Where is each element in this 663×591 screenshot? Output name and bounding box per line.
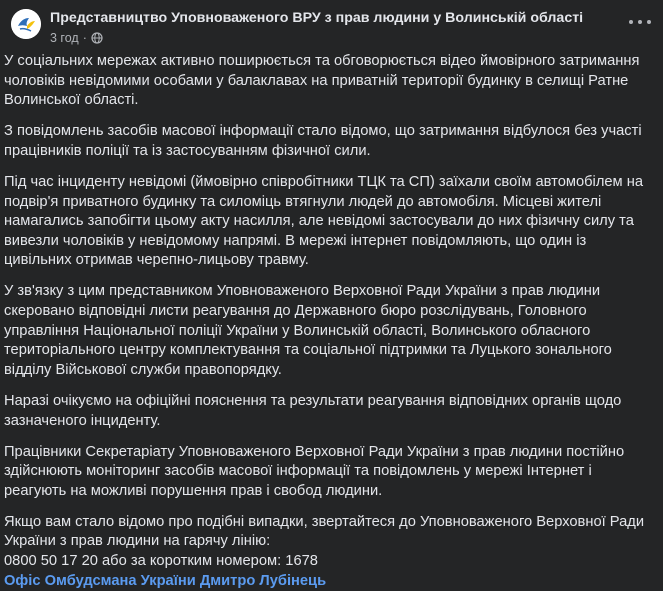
post-timestamp[interactable]: 3 год [50, 31, 79, 45]
post-paragraph: Працівники Секретаріату Уповноваженого Верховної Ради України з прав людини постійно здійснюють моніторинг засобів масової інформації та повідомлень у мережі Інтернет і реагують на можливі порушення прав і свобод людини. [4, 443, 625, 499]
post-body [4, 52, 656, 591]
meta-separator: · [82, 31, 87, 45]
post-paragraph: У соціальних мережах активно поширюється та обговорюється відео ймовірного затримання чоловіків невідомими особами у балаклавах на приватній території будинку в селищі Ратне Волинської області. [4, 53, 640, 109]
page-avatar[interactable] [11, 9, 41, 39]
post-paragraph: Наразі очікуємо на офіційні пояснення та результати реагування відповідних органів щодо зазначеного інциденту. [4, 392, 622, 429]
more-options-dot [638, 20, 642, 24]
post-paragraph: З повідомлень засобів масової інформації стало відомо, що затримання відбулося без участі працівників поліції та із застосуванням фізичної сили. [4, 123, 642, 159]
ombudsman-logo-icon [11, 9, 41, 39]
more-options-dot [647, 20, 651, 24]
more-options-icon[interactable] [629, 13, 651, 31]
globe-icon[interactable] [91, 32, 103, 44]
post-paragraph: У зв'язку з цим представником Уповноваженого Верховної Ради України з прав людини скеровано відповідні листи реагування до Державного бюро розслідувань, Головного управління Національної поліції України у Волинській області, Волинського обласного територіального центру комплектування та соціальної підтримки та Луцького зонального відділу Військової служби правопорядку. [4, 283, 612, 378]
tagged-link [4, 572, 656, 591]
hotline-number: 0800 50 17 20 або за коротким номером: 1678 [4, 553, 318, 570]
post-header [0, 0, 663, 56]
page-name-link[interactable]: Представництво Уповноваженого ВРУ з прав людини у Волинській області [50, 10, 584, 26]
post-meta [50, 31, 103, 45]
post-paragraph: Під час інциденту невідомі (ймовірно співробітники ТЦК та СП) заїхали своїм автомобілем на подвір'я приватного будинку та силоміць втягнули людей до автомобіля. Місцеві жителі намагались запобігти цьому акту насилля, але невідомі застосували до них фізичну силу та вивезли чоловіків у невідомому напрямі. В мережі інтернет повідомляють, що один із цивільних отримав черепно-лицьову травму. [4, 173, 644, 269]
more-options-dot [629, 20, 633, 24]
office-ombudsman-link[interactable]: Офіс Омбудсмана України Дмитро Лубінець [4, 572, 327, 589]
contact-intro: Якщо вам стало відомо про подібні випадки, звертайтеся до Уповноваженого Верховної Ради України з прав людини на гарячу лінію: [4, 513, 645, 550]
